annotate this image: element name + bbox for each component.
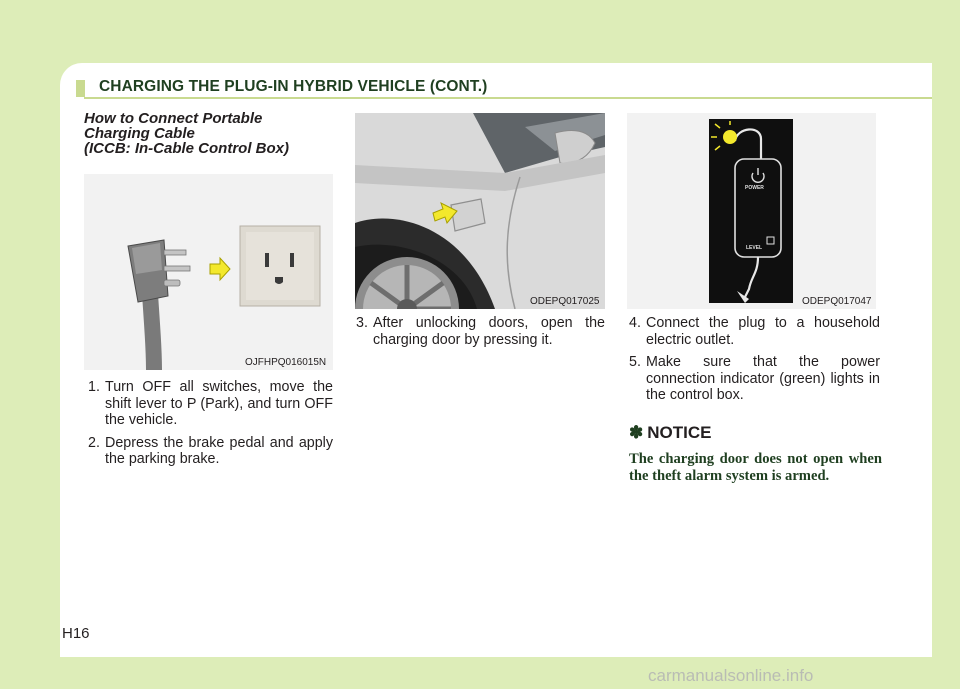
subheading-line: (ICCB: In-Cable Control Box) xyxy=(84,140,289,157)
watermark: carmanualsonline.info xyxy=(648,666,814,685)
notice-heading xyxy=(629,423,711,443)
figure-caption: OJFHPQ016015N xyxy=(245,357,327,368)
subheading xyxy=(84,111,344,156)
list-item: 5. Make sure that the power connection indicator (green) lights in the control box. xyxy=(629,354,880,403)
control-box-illustration xyxy=(627,113,876,309)
subheading-line: How to Connect Portable xyxy=(84,110,263,127)
header-accent-bar xyxy=(76,80,85,97)
control-box-figure xyxy=(627,113,876,309)
subheading-line: Charging Cable xyxy=(84,125,195,142)
section-title: CHARGING THE PLUG-IN HYBRID VEHICLE (CONT.) xyxy=(99,78,488,95)
list-item: 3. After unlocking doors, open the charging door by pressing it. xyxy=(356,315,605,348)
notice-title: NOTICE xyxy=(647,423,712,442)
plug-outlet-figure xyxy=(84,174,333,370)
car-charging-door-figure xyxy=(355,113,605,309)
power-label: POWER xyxy=(745,185,764,191)
steps-list xyxy=(629,315,880,410)
page-number: H16 xyxy=(62,625,90,642)
figure-caption: ODEPQ017025 xyxy=(530,296,600,307)
steps-list xyxy=(88,379,333,474)
steps-list xyxy=(356,315,605,354)
list-item: 4. Connect the plug to a household electric outlet. xyxy=(629,315,880,348)
notice-text: The charging door does not open when the theft alarm system is armed. xyxy=(629,451,882,485)
header-underline xyxy=(84,97,932,99)
list-item: 1. Turn OFF all switches, move the shift lever to P (Park), and turn OFF the vehicle. xyxy=(88,379,333,428)
plug-outlet-illustration xyxy=(84,174,333,370)
section-header xyxy=(76,77,932,99)
level-label: LEVEL xyxy=(746,245,763,251)
figure-caption: ODEPQ017047 xyxy=(802,296,872,307)
car-charging-door-illustration xyxy=(355,113,605,309)
list-item: 2. Depress the brake pedal and apply the parking brake. xyxy=(88,434,333,467)
notice-star-icon: ✽ xyxy=(629,423,644,442)
